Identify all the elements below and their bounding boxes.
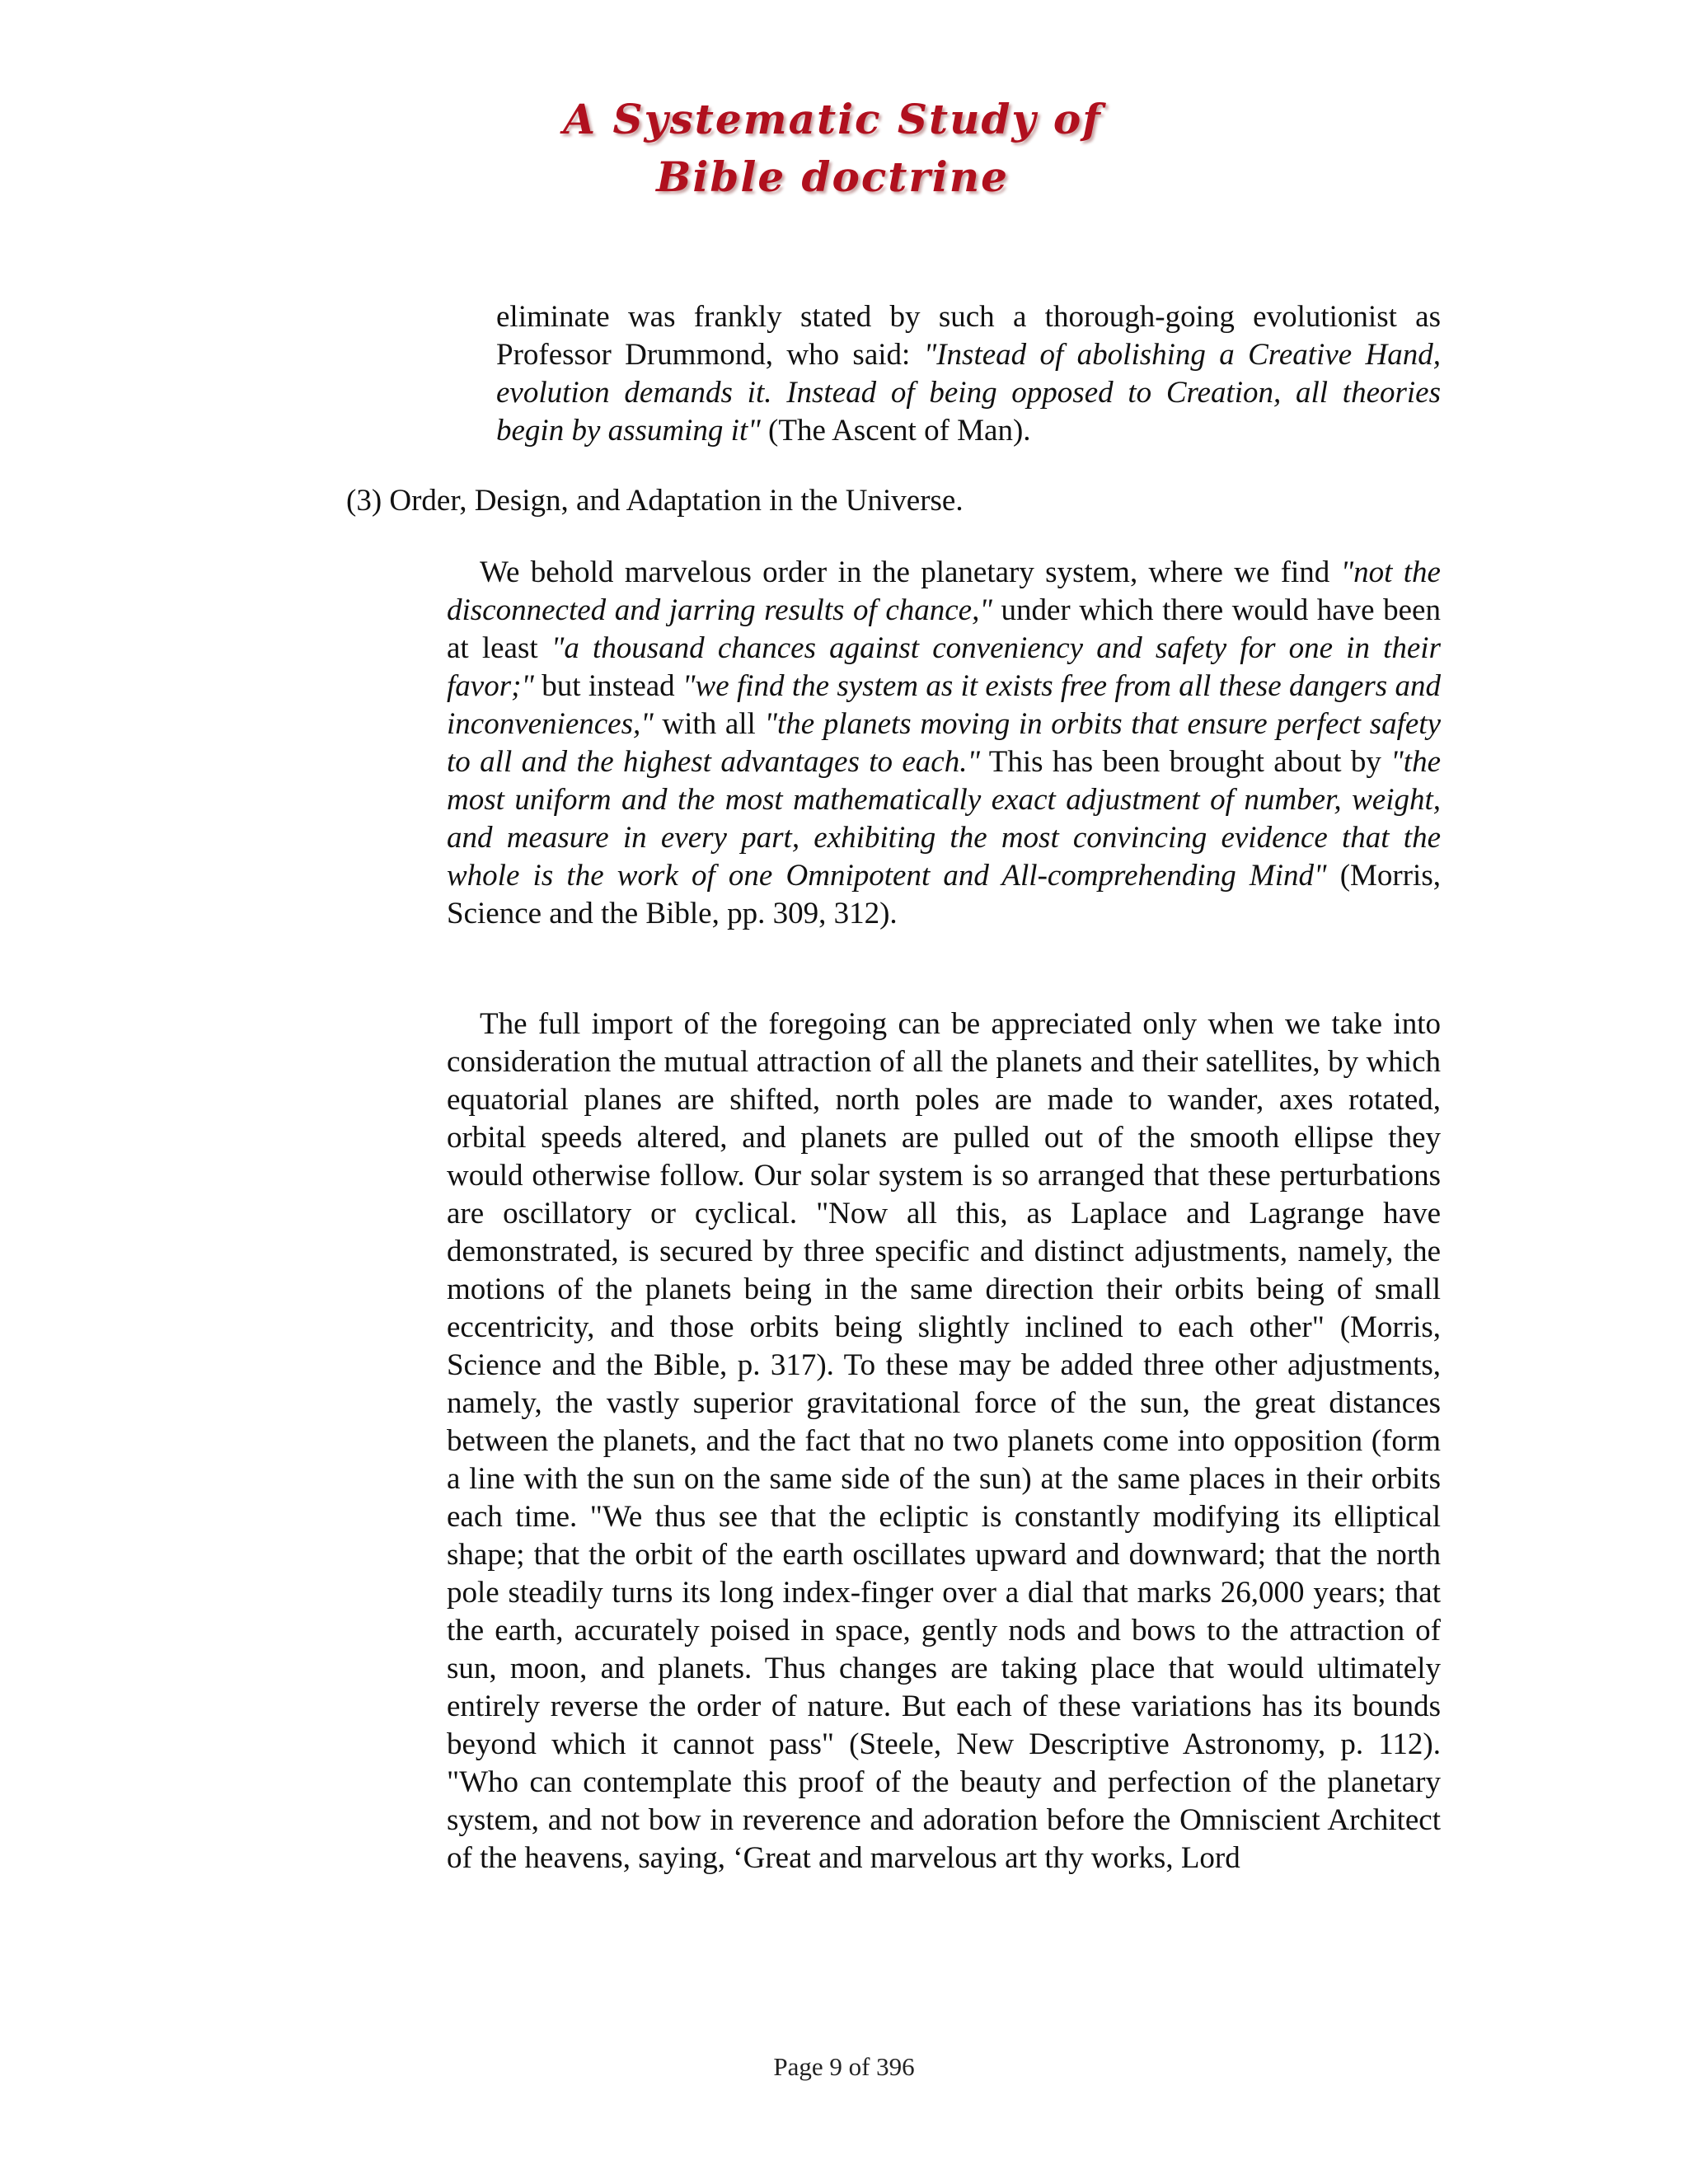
page-number: Page 9 of 396 <box>773 2052 915 2081</box>
paragraph-planetary-order <box>447 554 1441 933</box>
p1-text-2: (The Ascent of Man). <box>760 414 1031 448</box>
p3-quote-1: "not the disconnected and jarring results of chance," <box>447 555 1441 627</box>
p3-quote-2: "a thousand chances against conveniency and safety for one in their favor;" <box>447 631 1441 703</box>
logo-title-line-1: A Systematic Study of <box>563 95 1102 143</box>
p3-quote-5: "the most uniform and the most mathematically exact adjustment of number, weight, and measure in every part, exhibiting the most convincing evidence that the whole is the work of one Omnipotent and All-comprehending Mind" <box>447 745 1441 893</box>
p1-text-1: eliminate was frankly stated by such a thorough-going evolutionist as Professor Drummond, who said: <box>496 300 1441 372</box>
logo-title-line-2: Bible doctrine <box>656 152 1009 201</box>
p3-quote-3: "we find the system as it exists free from all these dangers and inconveniences," <box>447 669 1441 741</box>
header-logo <box>544 91 1121 223</box>
paragraph-drummond-quote <box>496 298 1441 450</box>
p3-text-1: We behold marvelous order in the planetary system, where we find <box>480 555 1341 589</box>
p3-text-3: but instead <box>533 669 683 703</box>
section-heading: (3) Order, Design, and Adaptation in the Universe. <box>346 484 964 518</box>
p3-text-4: with all <box>653 707 765 741</box>
paragraph-perturbations: The full import of the foregoing can be appreciated only when we take into consideration the mutual attraction of all the planets and their satellites, by which equatorial planes are shifted, north poles are made to wander, axes rotated, orbital speeds altered, and planets are pulled out of the smooth ellipse they would otherwise follow. Our solar system is so arranged that these perturbations are oscillatory or cyclical. "Now all this, as Laplace and Lagrange have demonstrated, is secured by three specific and distinct adjustments, namely, the motions of the planets being in the same direction their orbits being of small eccentricity, and those orbits being slightly inclined to each other" (Morris, Science and the Bible, p. 317). To these may be added three other adjustments, namely, the vastly superior gravitational force of the sun, the great distances between the planets, and the fact that no two planets come into opposition (form a line with the sun on the same side of the sun) at the same places in their orbits each time. "We thus see that the ecliptic is constantly modifying its elliptical shape; that the orbit of the earth oscillates upward and downward; that the north pole steadily turns its long index-finger over a dial that marks 26,000 years; that the earth, accurately poised in space, gently nods and bows to the attraction of sun, moon, and planets. Thus changes are taking place that would ultimately entirely reverse the order of nature. But each of these variations has its bounds beyond which it cannot pass" (Steele, New Descriptive Astronomy, p. 112). "Who can contemplate this proof of the beauty and perfection of the planetary system, and not bow in reverence and adoration before the Omniscient Architect of the heavens, saying, ‘Great and marvelous art thy works, Lord <box>447 1007 1441 1875</box>
p3-text-6: (Morris, Science and the Bible, pp. 309, 312). <box>447 859 1441 930</box>
p3-text-5: This has been brought about by <box>980 745 1391 779</box>
p3-quote-4: "the planets moving in orbits that ensure perfect safety to all and the highest advantages to each." <box>447 707 1441 779</box>
p1-quote: "Instead of abolishing a Creative Hand, evolution demands it. Instead of being opposed to Creation, all theories begin by assuming it" <box>496 338 1441 448</box>
p3-text-2: under which there would have been at least <box>447 593 1441 665</box>
